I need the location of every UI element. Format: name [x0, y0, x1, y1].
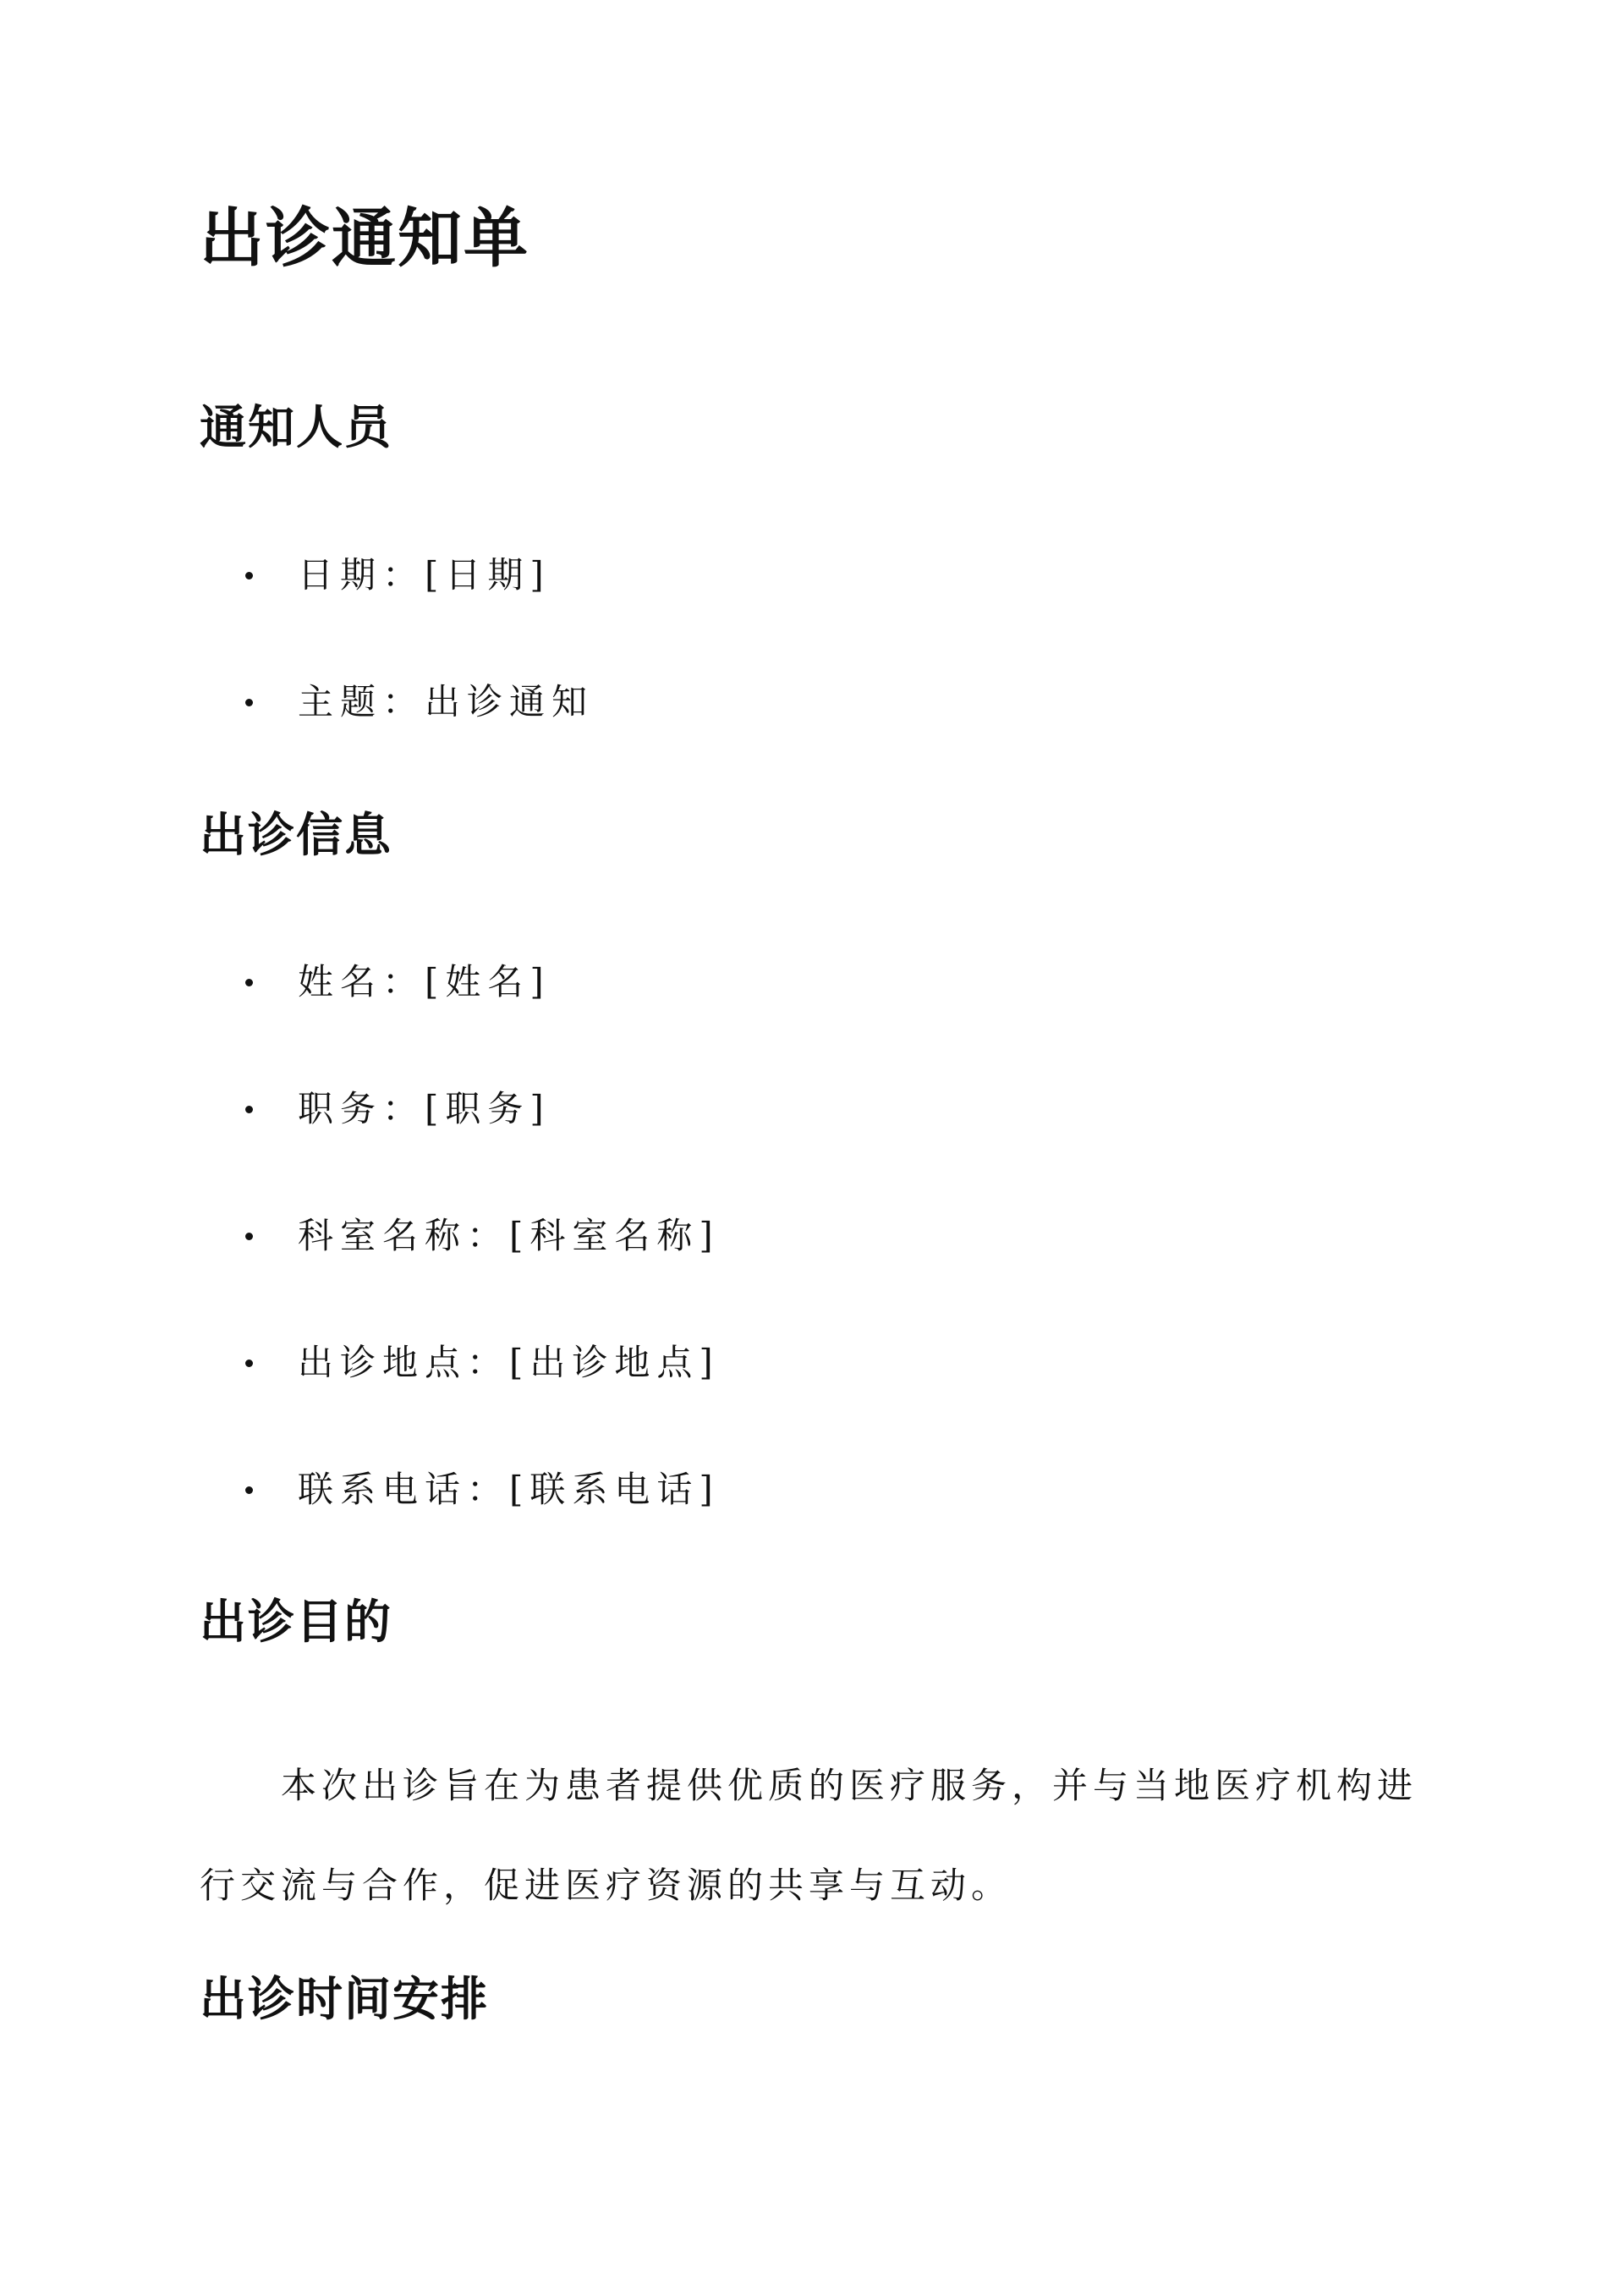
list-item-text: 出诊地点：[出诊地点] [298, 1342, 720, 1383]
section-heading-schedule: 出诊时间安排 [200, 1971, 490, 2026]
bullet-icon [245, 979, 253, 986]
list-item-text: 联系电话：[联系电话] [298, 1469, 720, 1510]
section-heading-notify: 通知人员 [200, 399, 393, 454]
list-item-text: 日期：[日期] [298, 554, 551, 596]
bullet-icon [245, 1106, 253, 1113]
list-item-text: 姓名：[姓名] [298, 961, 551, 1002]
section-heading-purpose: 出诊目的 [200, 1594, 393, 1649]
list-item-text: 主题：出诊通知 [298, 681, 595, 722]
bullet-icon [245, 1233, 253, 1240]
section-heading-info: 出诊信息 [200, 807, 393, 862]
bullet-icon [245, 572, 253, 579]
page-title: 出诊通知单 [200, 200, 529, 276]
bullet-icon [245, 1486, 253, 1494]
list-item-text: 科室名称：[科室名称] [298, 1215, 720, 1256]
list-item-text: 职务：[职务] [298, 1088, 551, 1129]
purpose-paragraph: 本次出诊旨在为患者提供优质的医疗服务，并与当地医疗机构进行交流与合作，促进医疗资源的共享与互动。 [200, 1765, 1418, 1906]
bullet-icon [245, 699, 253, 706]
bullet-icon [245, 1359, 253, 1367]
